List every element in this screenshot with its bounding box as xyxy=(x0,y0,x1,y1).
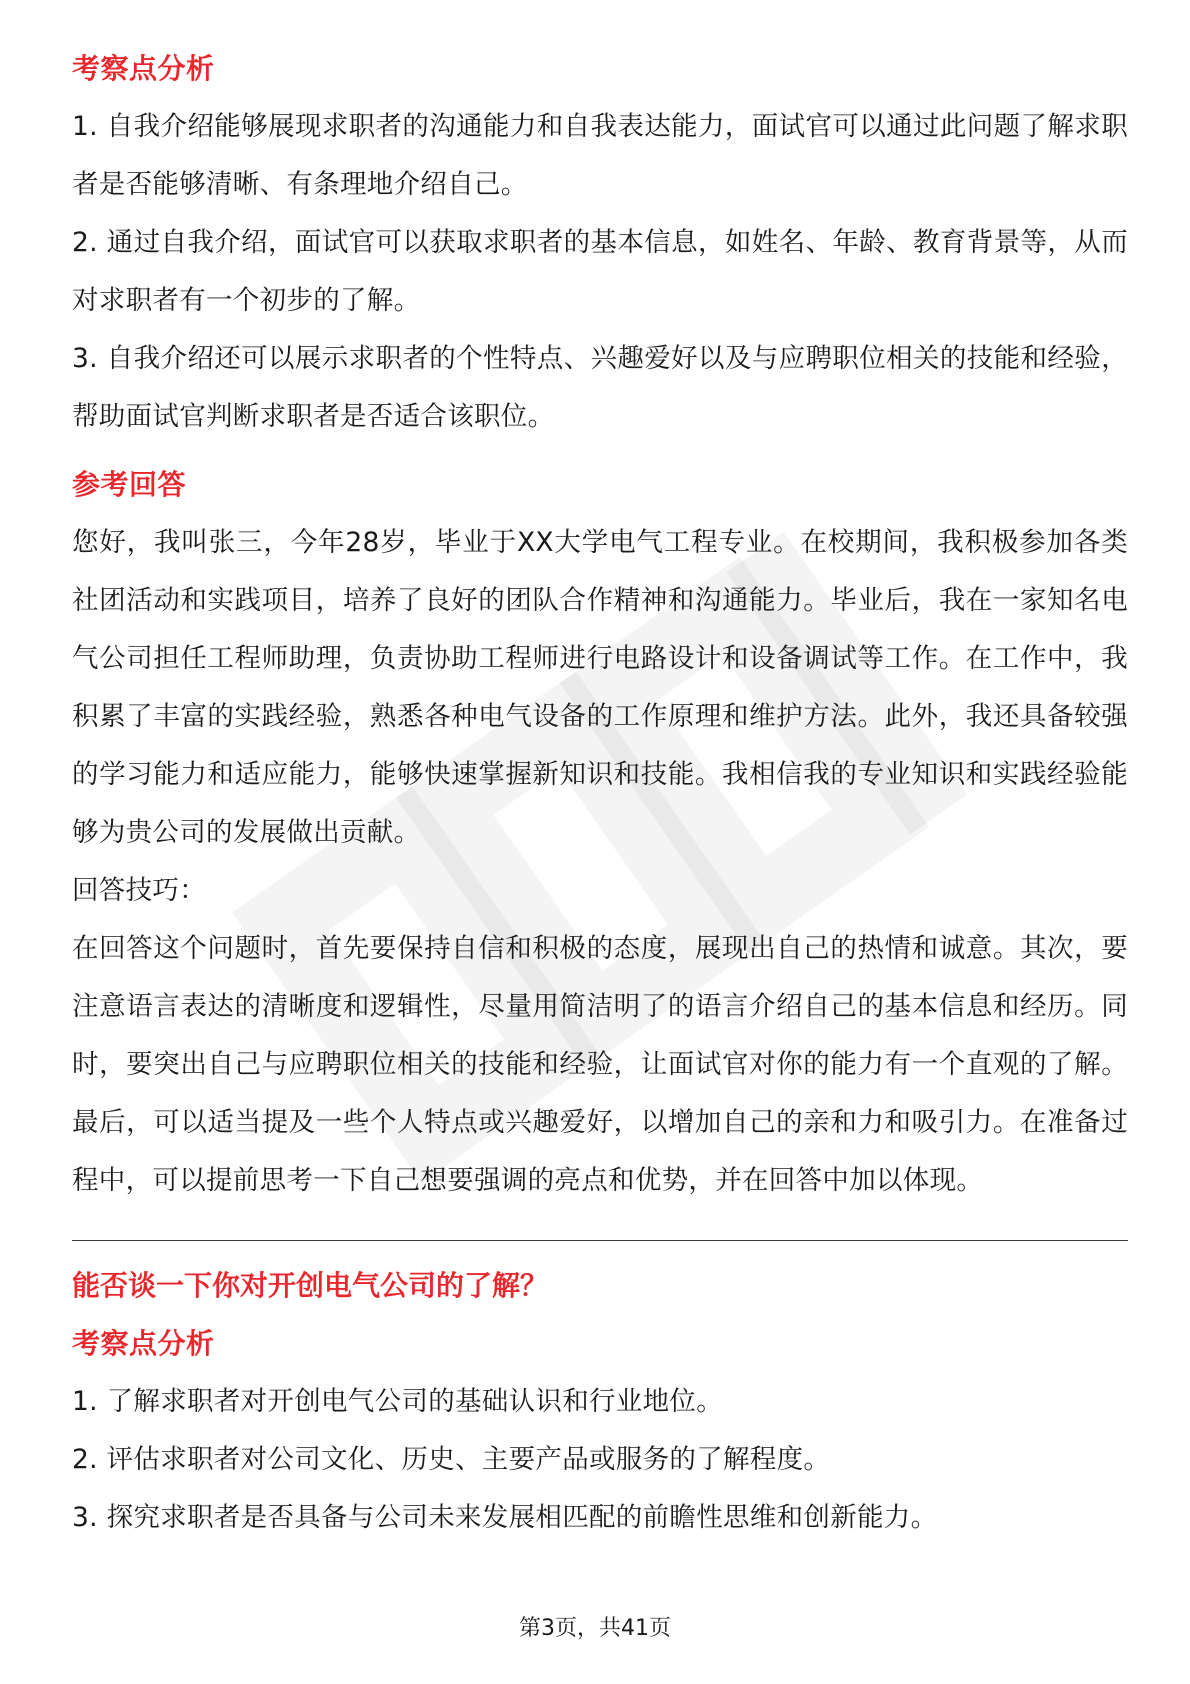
page-number: 第3页，共41页 xyxy=(519,1616,671,1641)
answer-text: 您好，我叫张三，今年28岁，毕业于XX大学电气工程专业。在校期间，我积极参加各类社团活动和实践项目，培养了良好的团队合作精神和沟通能力。毕业后，我在一家知名电气公司担任工程师助理，负责协助工程师进行电路设计和设备调试等工作。在工作中，我积累了丰富的实践经验，熟悉各种电气设备的工作原理和维护方法。此外，我还具备较强的学习能力和适应能力，能够快速掌握新知识和技能。我相信我的专业知识和实践经验能够为贵公司的发展做出贡献。 xyxy=(72,527,1128,848)
analysis-item-2-3: 3. 探究求职者是否具备与公司未来发展相匹配的前瞻性思维和创新能力。 xyxy=(72,1502,938,1533)
answer-heading: 参考回答 xyxy=(72,468,187,501)
analysis-heading-1: 考察点分析 xyxy=(72,52,215,85)
question-title: 能否谈一下你对开创电气公司的了解？ xyxy=(72,1269,549,1302)
tips-text: 在回答这个问题时，首先要保持自信和积极的态度，展现出自己的热情和诚意。其次，要注意语言表达的清晰度和逻辑性，尽量用简洁明了的语言介绍自己的基本信息和经历。同时，要突出自己与应聘职位相关的技能和经验，让面试官对你的能力有一个直观的了解。最后，可以适当提及一些个人特点或兴趣爱好，以增加自己的亲和力和吸引力。在准备过程中，可以提前思考一下自己想要强调的亮点和优势，并在回答中加以体现。 xyxy=(72,933,1128,1196)
tips-label: 回答技巧： xyxy=(72,875,206,906)
section-divider xyxy=(72,1240,1128,1241)
analysis-item-1-1: 1. 自我介绍能够展现求职者的沟通能力和自我表达能力，面试官可以通过此问题了解求职者是否能够清晰、有条理地介绍自己。 xyxy=(72,111,1128,200)
analysis-item-2-1: 1. 了解求职者对开创电气公司的基础认识和行业地位。 xyxy=(72,1386,724,1417)
analysis-item-1-3: 3. 自我介绍还可以展示求职者的个性特点、兴趣爱好以及与应聘职位相关的技能和经验，帮助面试官判断求职者是否适合该职位。 xyxy=(72,343,1128,432)
analysis-item-1-2: 2. 通过自我介绍，面试官可以获取求职者的基本信息，如姓名、年龄、教育背景等，从而对求职者有一个初步的了解。 xyxy=(72,227,1128,316)
main-content xyxy=(72,40,1128,1547)
analysis-heading-2: 考察点分析 xyxy=(72,1327,215,1360)
analysis-item-2-2: 2. 评估求职者对公司文化、历史、主要产品或服务的了解程度。 xyxy=(72,1444,831,1475)
